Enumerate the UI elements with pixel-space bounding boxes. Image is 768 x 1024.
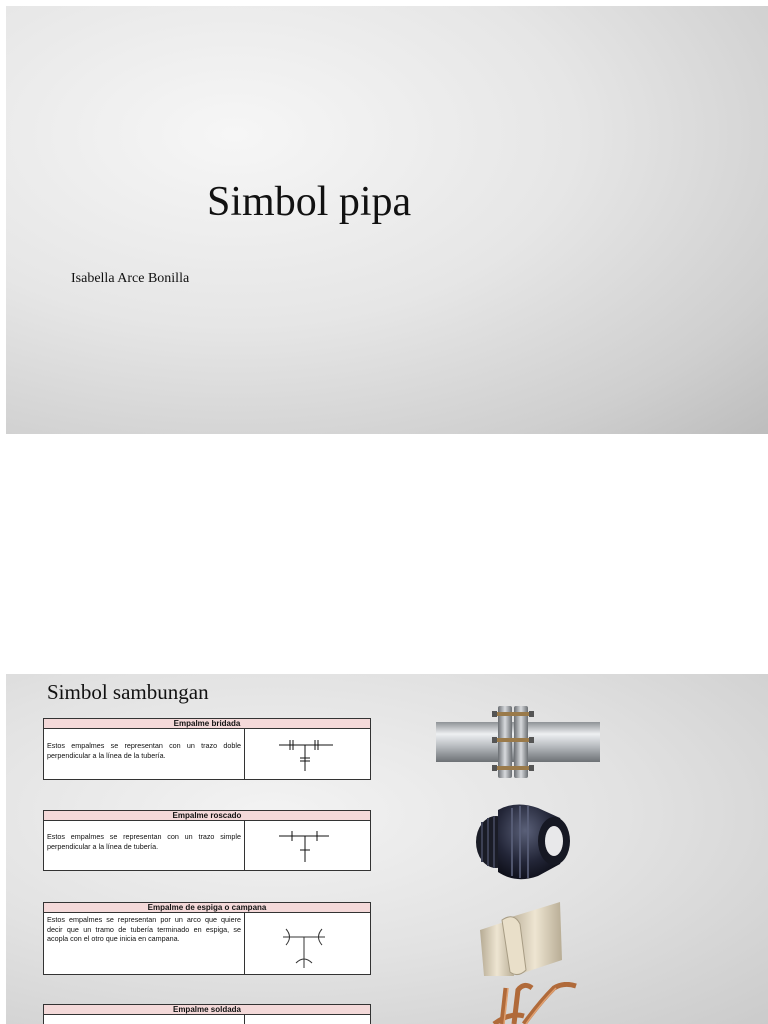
card-empalme-soldada bbox=[43, 1004, 371, 1024]
threaded-joint-symbol bbox=[244, 821, 370, 870]
slide-title: Simbol sambungan bbox=[47, 680, 209, 704]
slide-author: Isabella Arce Bonilla bbox=[71, 271, 190, 286]
card-heading: Empalme de espiga o campana bbox=[44, 903, 370, 913]
flanged-joint-icon bbox=[245, 729, 370, 779]
slide-title: Simbol pipa bbox=[207, 179, 412, 225]
card-heading: Empalme bridada bbox=[44, 719, 370, 729]
card-heading: Empalme roscado bbox=[44, 811, 370, 821]
bell-spigot-joint-symbol bbox=[244, 913, 370, 974]
card-empalme-bridada bbox=[43, 718, 371, 780]
bell-spigot-joint-icon bbox=[245, 913, 370, 974]
card-text: Estos empalmes se representan con un trazo simple perpendicular a la línea de tubería. bbox=[47, 832, 241, 851]
card-text bbox=[44, 1015, 244, 1024]
card-empalme-roscado bbox=[43, 810, 371, 871]
threaded-union-image bbox=[468, 796, 578, 886]
threaded-joint-icon bbox=[245, 821, 370, 870]
flanged-joint-symbol bbox=[244, 729, 370, 779]
card-empalme-espiga bbox=[43, 902, 371, 975]
card-text: Estos empalmes se representan con un trazo doble perpendicular a la línea de la tubería. bbox=[47, 741, 241, 760]
card-text: Estos empalmes se representan por un arco que quiere decir que un tramo de tubería terminado en espiga, se acopla con el otro que inicia en campana. bbox=[47, 915, 241, 943]
copper-pipe-image bbox=[484, 982, 584, 1024]
welded-joint-symbol bbox=[244, 1015, 370, 1024]
joints-slide bbox=[6, 674, 768, 1024]
title-slide bbox=[6, 6, 768, 434]
card-heading: Empalme soldada bbox=[44, 1005, 370, 1015]
bell-spigot-pipe-image bbox=[474, 900, 564, 976]
flanged-pipe-image bbox=[434, 702, 604, 782]
